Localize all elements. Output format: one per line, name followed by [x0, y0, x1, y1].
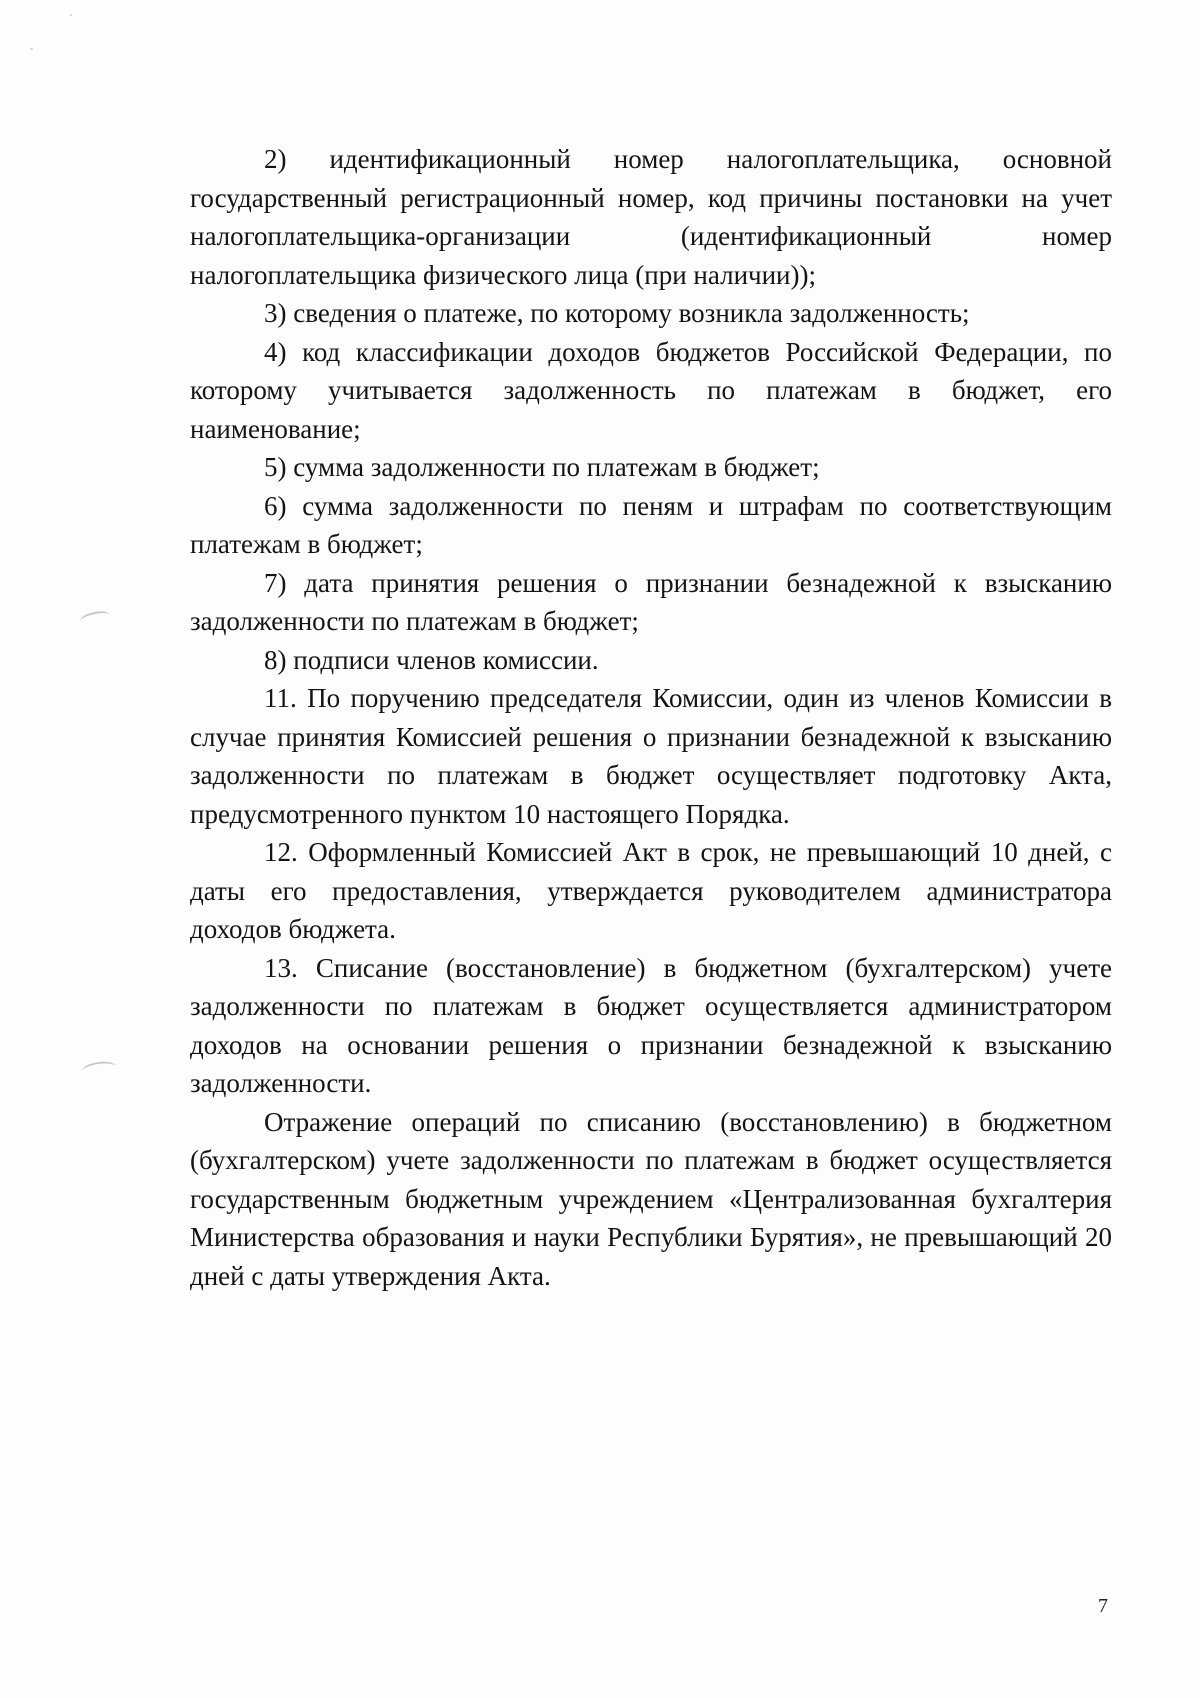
- list-item-3: 3) сведения о платеже, по которому возникла задолженность;: [264, 298, 970, 328]
- section-13-paragraph: 13. Списание (восстановление) в бюджетном (бухгалтерском) учете задолженности по платежам в бюджет осуществляется администратором доходов на основании решения о признании безнадежной к взысканию задолженности.: [190, 952, 1112, 1098]
- list-item-5: 5) сумма задолженности по платежам в бюджет;: [264, 452, 820, 482]
- scan-artifact-dot: [30, 48, 33, 50]
- list-item-2: 2) идентификационный номер налогоплательщика, основной государственный регистрационный номер, код причины постановки на учет налогоплательщика-организации (идентификационный номер налогоплательщика физического лица (при наличии));: [190, 144, 1112, 290]
- list-item-4: 4) код классификации доходов бюджетов Российской Федерации, по которому учитывается задолженность по платежам в бюджет, его наименование;: [190, 336, 1112, 444]
- document-body: [190, 140, 1112, 1295]
- scan-artifact-mark: [81, 1060, 117, 1079]
- section-11-paragraph: 11. По поручению председателя Комиссии, один из членов Комиссии в случае принятия Комиссией решения о признании безнадежной к взысканию задолженности по платежам в бюджет осуществляет подготовку Акта, предусмотренного пунктом 10 настоящего Порядка.: [190, 683, 1112, 829]
- list-item-6: 6) сумма задолженности по пеням и штрафам по соответствующим платежам в бюджет;: [190, 490, 1112, 559]
- scan-artifact-dot: [70, 14, 72, 16]
- section-12-paragraph: 12. Оформленный Комиссией Акт в срок, не превышающий 10 дней, с даты его предоставления, утверждается руководителем администратора доходов бюджета.: [190, 837, 1112, 944]
- list-item-7: 7) дата принятия решения о признании безнадежной к взысканию задолженности по платежам в бюджет;: [190, 567, 1112, 636]
- list-item-8: 8) подписи членов комиссии.: [264, 644, 599, 675]
- page-number: 7: [1098, 1595, 1108, 1617]
- scan-artifact-mark: [79, 609, 111, 627]
- section-13-continuation-paragraph: Отражение операций по списанию (восстановлению) в бюджетном (бухгалтерском) учете задолженности по платежам в бюджет осуществляется государственным бюджетным учреждением «Централизованная бухгалтерия Министерства образования и науки Республики Бурятия», не превышающий 20 дней с даты утверждения Акта.: [190, 1106, 1112, 1291]
